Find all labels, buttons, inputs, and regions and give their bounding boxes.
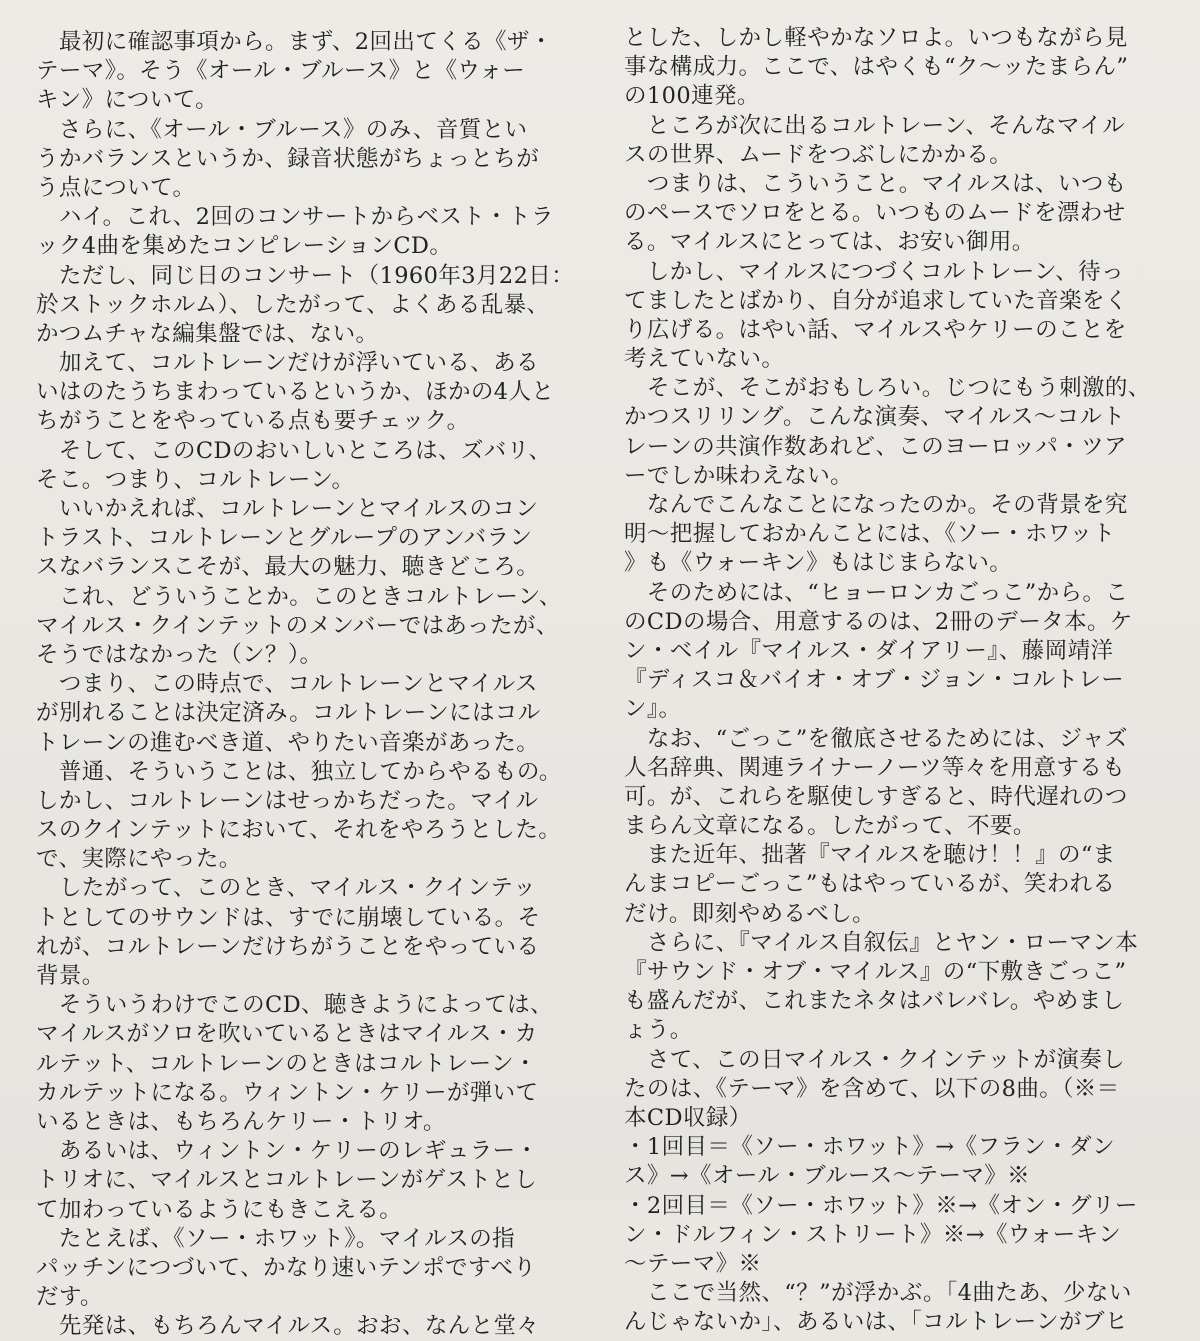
text-line: ただし、同じ日のコンサート（1960年3月22日：	[36, 262, 575, 289]
text-line: これ、どういうことか。このときコルトレーン、	[36, 583, 562, 610]
text-line: ック4曲を集めたコンピレーションCD。	[36, 233, 453, 260]
text-line: さらに、《オール・ブルース》のみ、音質とい	[36, 116, 528, 143]
text-line: のペースでソロをとる。いつものムードを漂わせ	[624, 200, 1126, 227]
text-line: いるときは、もちろんケリー・トリオ。	[36, 1108, 446, 1135]
text-line: で、実際にやった。	[36, 846, 242, 873]
text-line: 本CD収録）	[624, 1104, 752, 1131]
text-line: さらに、『マイルス自叙伝』とヤン・ローマン本	[624, 929, 1139, 956]
text-line: ン・ドルフィン・ストリート》※→《ウォーキン	[624, 1221, 1122, 1248]
text-line: つまりは、こういうこと。マイルスは、いつも	[624, 170, 1127, 197]
text-line: の100連発。	[624, 83, 760, 110]
text-line: も盛んだが、これまたネタはバレバレ。やめまし	[624, 988, 1125, 1015]
text-line: んじゃないか」、あるいは、「コルトレーンがブヒ	[624, 1309, 1128, 1336]
text-line: トリオに、マイルスとコルトレーンがゲストとし	[36, 1167, 538, 1194]
text-line: ょう。	[624, 1017, 693, 1044]
text-line: そうではなかった（ン？）。	[36, 641, 323, 668]
text-line: 背景。	[36, 963, 105, 989]
text-line: 普通、そういうことは、独立してからやるもの。	[36, 758, 562, 785]
text-line: そこ。つまり、コルトレーン。	[36, 466, 355, 493]
text-line: んまコピーごっこ”もはやっているが、笑われる	[624, 871, 1116, 898]
text-line: が別れることは決定済み。コルトレーンにはコル	[36, 700, 541, 727]
text-line: 先発は、もちろんマイルス。おお、なんと堂々	[36, 1313, 540, 1340]
text-line: いはのたうちまわっているというか、ほかの4人と	[36, 379, 555, 406]
text-line: ～テーマ》※	[624, 1250, 762, 1277]
text-line: テーマ》。そう《オール・ブルース》と《ウォー	[36, 58, 526, 85]
text-line: スなバランスこそが、最大の魅力、聴きどころ。	[36, 554, 540, 581]
text-line: たとえば、《ソー・ホワット》。マイルスの指	[36, 1225, 516, 1252]
text-line: まらん文章になる。したがって、不要。	[624, 813, 1036, 840]
text-line: また近年、拙著『マイルスを聴け！！』の“ま	[624, 842, 1116, 869]
text-line: しかし、マイルスにつづくコルトレーン、待っ	[624, 258, 1124, 285]
text-line: ン』。	[624, 696, 682, 723]
text-line: かつスリリング。こんな演奏、マイルス～コルト	[624, 404, 1126, 431]
text-line: だす。	[36, 1284, 103, 1311]
text-line: ・1回目＝《ソー・ホワット》→《フラン・ダン	[624, 1134, 1116, 1161]
text-line: とした、しかし軽やかなソロよ。いつもながら見	[624, 25, 1128, 51]
text-line: ・2回目＝《ソー・ホワット》※→《オン・グリー	[624, 1192, 1138, 1219]
text-line: 『サウンド・オブ・マイルス』の“下敷きごっこ”	[624, 959, 1127, 985]
text-line: うかバランスというか、録音状態がちょっとちが	[36, 145, 540, 172]
text-line: キン》について。	[36, 87, 219, 114]
text-line: パッチンにつづいて、かなり速いテンポですべり	[36, 1254, 537, 1281]
text-line: したがって、このとき、マイルス・クインテッ	[36, 875, 537, 902]
text-line: ちがうことをやっている点も要チェック。	[36, 408, 470, 435]
text-line: なんでこんなことになったのか。その背景を究	[624, 492, 1128, 518]
text-line: 明～把握しておかんことには、《ソー・ホワット	[624, 521, 1116, 548]
text-line: ン・ベイル『マイルス・ダイアリー』、藤岡靖洋	[624, 637, 1114, 664]
text-line: 『ディスコ＆バイオ・オブ・ジョン・コルトレー	[624, 667, 1125, 694]
text-line: だけ。即刻やめるべし。	[624, 900, 876, 927]
text-line: しかし、コルトレーンはせっかちだった。マイル	[36, 787, 539, 814]
text-line: ーでしか味わえない。	[624, 462, 854, 489]
text-line: 人名辞典、関連ライナーノーツ等々を用意するも	[624, 754, 1126, 781]
text-line: スの世界、ムードをつぶしにかかる。	[624, 141, 1013, 168]
text-line: マイルス・クインテットのメンバーではあったが、	[36, 612, 559, 639]
text-line: 》も《ウォーキン》もはじまらない。	[624, 550, 1013, 577]
text-line: レーンの共演作数あれど、このヨーロッパ・ツア	[624, 433, 1127, 460]
text-line: さて、この日マイルス・クインテットが演奏し	[624, 1046, 1126, 1073]
right-text-column	[624, 24, 1184, 1337]
text-line: トとしてのサウンドは、すでに崩壊している。そ	[36, 904, 541, 931]
text-line: そして、このCDのおいしいところは、ズバリ、	[36, 437, 552, 464]
text-line: 加えて、コルトレーンだけが浮いている、ある	[36, 350, 539, 377]
text-line: 可。が、これらを駆使しすぎると、時代遅れのつ	[624, 783, 1128, 810]
text-line: れが、コルトレーンだけちがうことをやっている	[36, 933, 540, 960]
text-line: トレーンの進むべき道、やりたい音楽があった。	[36, 729, 540, 756]
text-line: トラスト、コルトレーンとグループのアンバラン	[36, 525, 533, 552]
text-line: カルテットになる。ウィントン・ケリーが弾いて	[36, 1079, 539, 1106]
text-line: ス》→《オール・ブルース～テーマ》※	[624, 1163, 1031, 1190]
text-line: う点について。	[36, 174, 196, 201]
text-line: ルテット、コルトレーンのときはコルトレーン・	[36, 1050, 537, 1077]
text-line: そのためには、“ヒョーロンカごっこ”から。こ	[624, 579, 1129, 606]
text-line: てましたとばかり、自分が追求していた音楽をく	[624, 287, 1128, 314]
text-line: て加わっているようにもきこえる。	[36, 1196, 403, 1223]
left-text-column	[36, 28, 591, 1341]
text-line: る。マイルスにとっては、お安い御用。	[624, 229, 1035, 256]
text-line: かつムチャな編集盤では、ない。	[36, 320, 379, 347]
text-line: ここで当然、“？”が浮かぶ。「4曲たあ、少ない	[624, 1280, 1132, 1307]
text-line: いいかえれば、コルトレーンとマイルスのコン	[36, 496, 539, 522]
text-line: 事な構成力。ここで、はやくも“ク～ッたまらん”	[624, 54, 1129, 81]
text-line: そこが、そこがおもしろい。じつにもう刺激的、	[624, 375, 1151, 402]
text-line: ハイ。これ、2回のコンサートからベスト・トラ	[36, 204, 554, 231]
text-line: ところが次に出るコルトレーン、そんなマイル	[624, 112, 1126, 139]
text-line: 於ストックホルム）、したがって、よくある乱暴、	[36, 291, 550, 318]
text-line: そういうわけでこのCD、聴きようによっては、	[36, 992, 553, 1019]
text-line: り広げる。はやい話、マイルスやケリーのことを	[624, 316, 1127, 343]
text-line: なお、“ごっこ”を徹底させるためには、ジャズ	[624, 725, 1128, 752]
text-line: 最初に確認事項から。まず、2回出てくる《ザ・	[36, 29, 553, 55]
text-line: スのクインテットにおいて、それをやろうとした。	[36, 817, 562, 844]
text-line: マイルスがソロを吹いているときはマイルス・カ	[36, 1021, 538, 1048]
text-line: つまり、この時点で、コルトレーンとマイルス	[36, 671, 538, 698]
text-line: あるいは、ウィントン・ケリーのレギュラー・	[36, 1138, 539, 1165]
text-line: 考えていない。	[624, 346, 785, 373]
text-line: たのは、《テーマ》を含めて、以下の8曲。（※＝	[624, 1075, 1120, 1102]
text-line: のCDの場合、用意するのは、2冊のデータ本。ケ	[624, 608, 1133, 635]
